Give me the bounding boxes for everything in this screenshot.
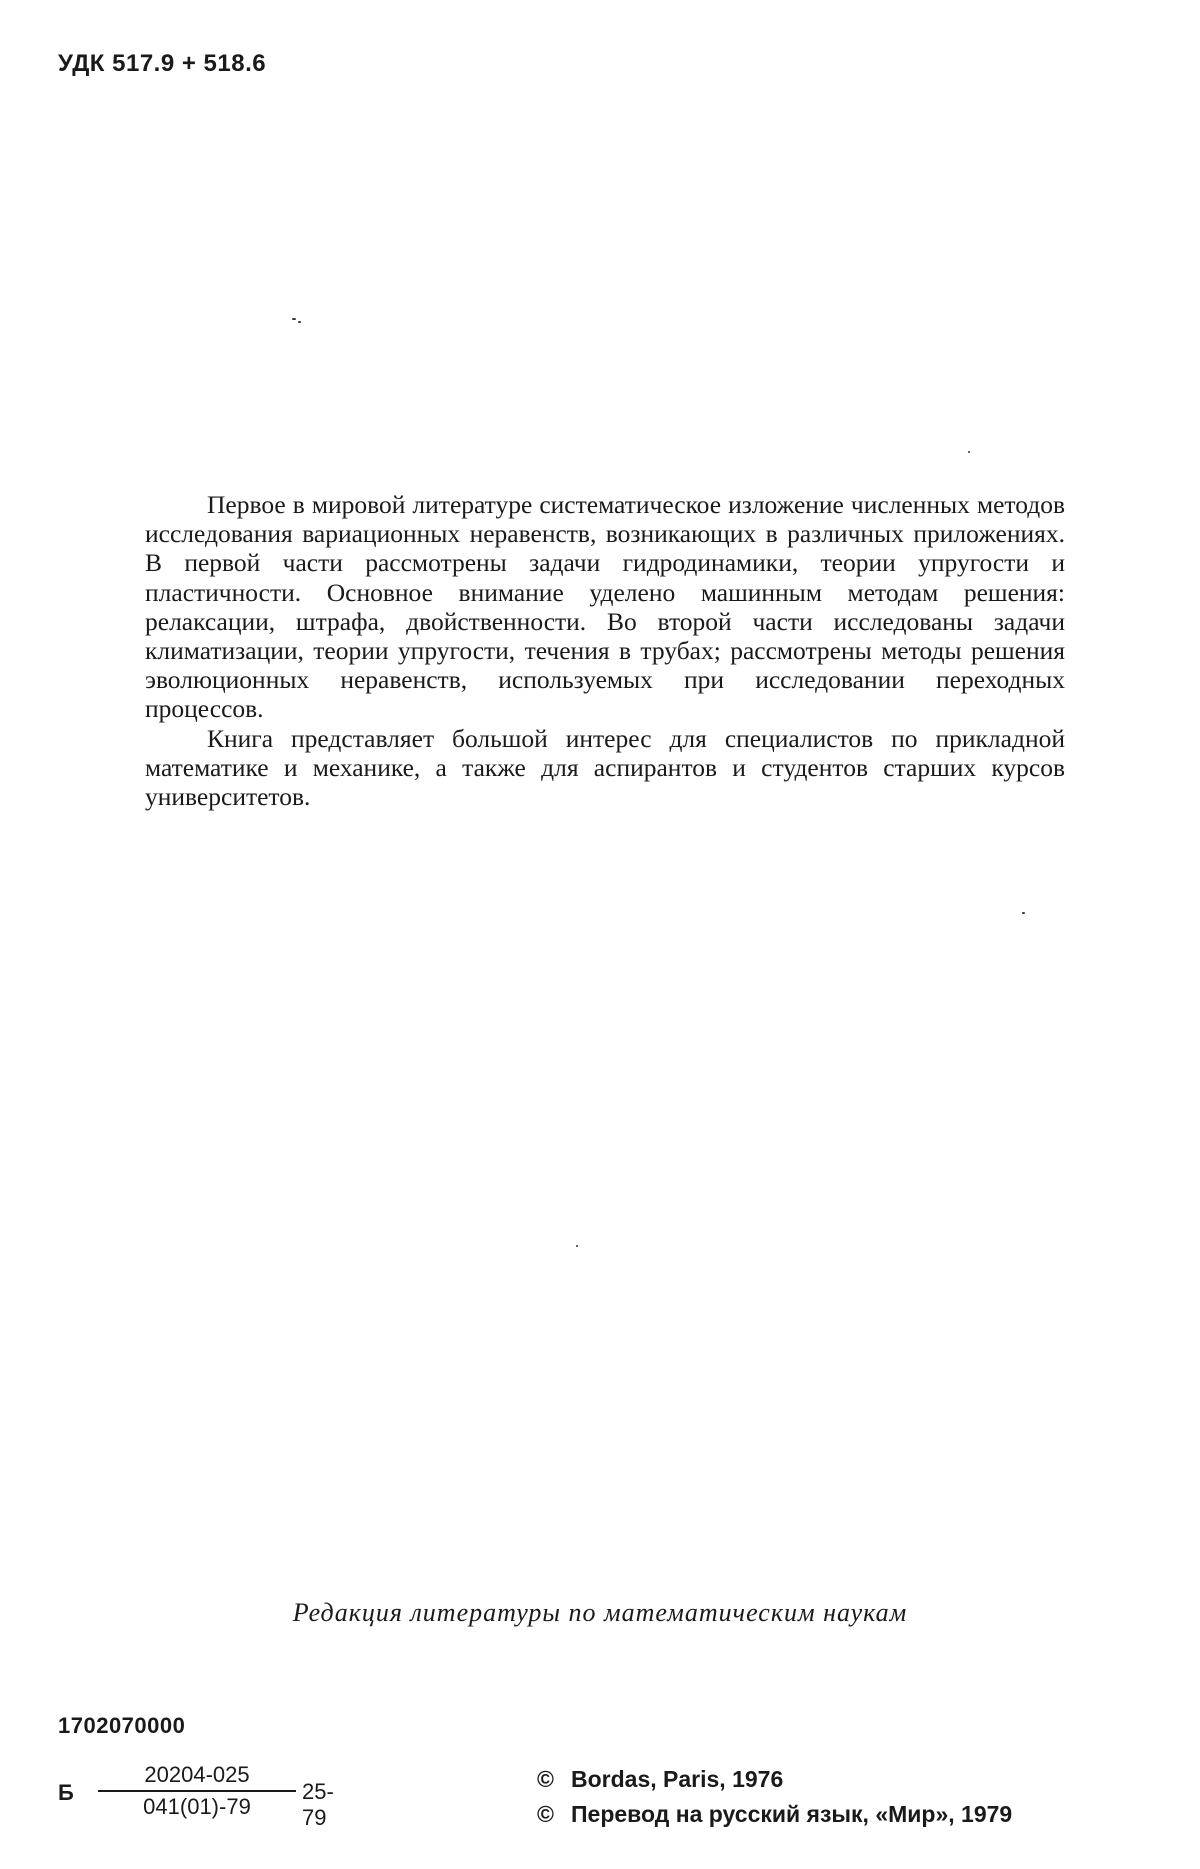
scan-speck	[298, 321, 301, 323]
catalog-code: 1702070000	[58, 1713, 186, 1738]
copyright-line-original	[537, 1762, 1012, 1797]
udc-classification: УДК 517.9 + 518.6	[58, 50, 267, 77]
abstract-paragraph: Книга представляет большой интерес для специалистов по прикладной математике и механике, а также для аспирантов и студентов старших курсов университетов.	[145, 723, 1065, 812]
book-abstract	[145, 490, 1065, 811]
copyright-original-text: Bordas, Paris, 1976	[571, 1766, 784, 1792]
index-suffix: 25-79	[302, 1779, 334, 1830]
index-fraction	[98, 1762, 296, 1820]
copyright-icon: ©	[537, 1801, 554, 1827]
index-letter: Б	[58, 1780, 74, 1805]
scan-speck	[968, 451, 970, 453]
copyright-translation-text: Перевод на русский язык, «Мир», 1979	[571, 1801, 1013, 1827]
scan-speck	[292, 318, 296, 320]
copyright-line-translation	[537, 1797, 1012, 1832]
publisher-index	[58, 1762, 358, 1830]
editorial-office-line: Редакция литературы по математическим наукам	[292, 1598, 908, 1627]
copyright-block	[537, 1762, 1012, 1832]
scan-speck	[576, 1245, 578, 1247]
abstract-paragraph: Первое в мировой литературе систематическое изложение численных методов исследования вариационных неравенств, возникающих в различных приложениях. В первой части рассмотрены задачи гидродинамики, теории упругости и пластичности. Основное внимание уделено машинным методам решения: релаксации, штрафа, двойственности. Во второй части исследованы задачи климатизации, теории упругости, течения в трубах; рассмотрены методы решения эволюционных неравенств, используемых при исследовании переходных процессов.	[145, 490, 1065, 724]
scan-speck	[1022, 912, 1025, 914]
copyright-icon: ©	[537, 1766, 554, 1792]
fraction-numerator: 20204-025	[144, 1762, 250, 1787]
fraction-bar	[98, 1790, 296, 1792]
fraction-denominator: 041(01)-79	[143, 1794, 251, 1819]
